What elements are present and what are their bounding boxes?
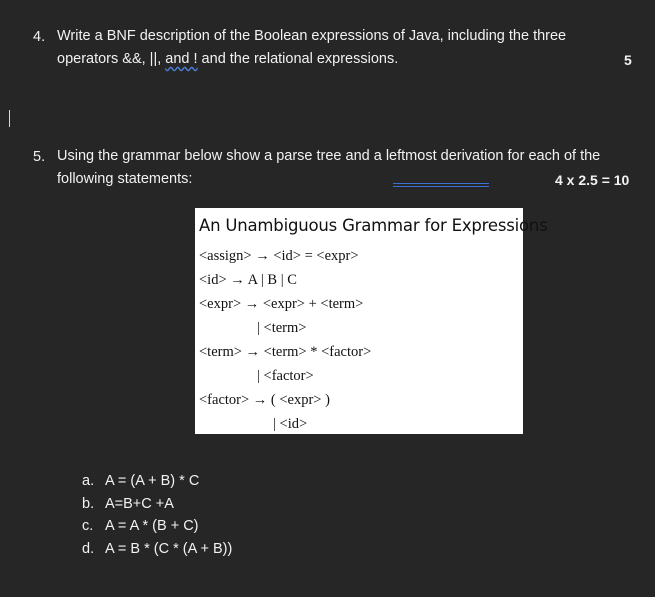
list-marker: a. [82, 473, 95, 489]
grammar-rule-id: <id> → A | B | C [199, 272, 297, 288]
list-item [82, 518, 199, 534]
grammar-figure [195, 208, 548, 434]
spellcheck-underlined-text: and ! [165, 51, 198, 67]
question-4-text [57, 25, 566, 71]
grammar-rule-expr-alt: | <term> [257, 320, 307, 336]
question-4-line-2-end: and the relational expressions. [197, 51, 399, 67]
grammar-rule-expr: <expr> → <expr> + <term> [199, 296, 364, 312]
list-item [82, 496, 174, 512]
grammar-title: An Unambiguous Grammar for Expressions [199, 216, 548, 235]
statement-text: A=B+C +A [105, 496, 174, 512]
text-cursor [9, 110, 10, 127]
question-4-points: 5 [624, 52, 632, 68]
grammar-rule-term-alt: | <factor> [257, 368, 314, 384]
list-item [82, 541, 233, 557]
question-5-number: 5. [33, 149, 46, 165]
grammar-rule-assign: <assign> → <id> = <expr> [199, 248, 359, 264]
blue-underline-rule [393, 183, 489, 187]
list-item [82, 473, 200, 489]
question-5-line-1: Using the grammar below show a parse tree and a leftmost derivation for each of the [57, 148, 601, 164]
statement-text: A = B * (C * (A + B)) [105, 541, 233, 557]
question-4-line-2-start: operators &&, ||, [57, 51, 166, 67]
question-5-points: 4 x 2.5 = 10 [555, 172, 630, 188]
list-marker: c. [82, 518, 94, 534]
question-4-line-1: Write a BNF description of the Boolean expressions of Java, including the three [57, 28, 567, 44]
question-4-line-2 [57, 48, 566, 71]
grammar-rule-factor-alt: | <id> [273, 416, 308, 432]
list-marker: d. [82, 541, 95, 557]
grammar-rule-factor: <factor> → ( <expr> ) [199, 392, 330, 408]
question-5-text [57, 145, 600, 191]
question-5-line-2: following statements: [57, 171, 193, 187]
question-4-number: 4. [33, 29, 46, 45]
grammar-rule-term: <term> → <term> * <factor> [199, 344, 372, 360]
list-marker: b. [82, 496, 95, 512]
statement-text: A = (A + B) * C [105, 473, 200, 489]
statement-text: A = A * (B + C) [105, 518, 199, 534]
